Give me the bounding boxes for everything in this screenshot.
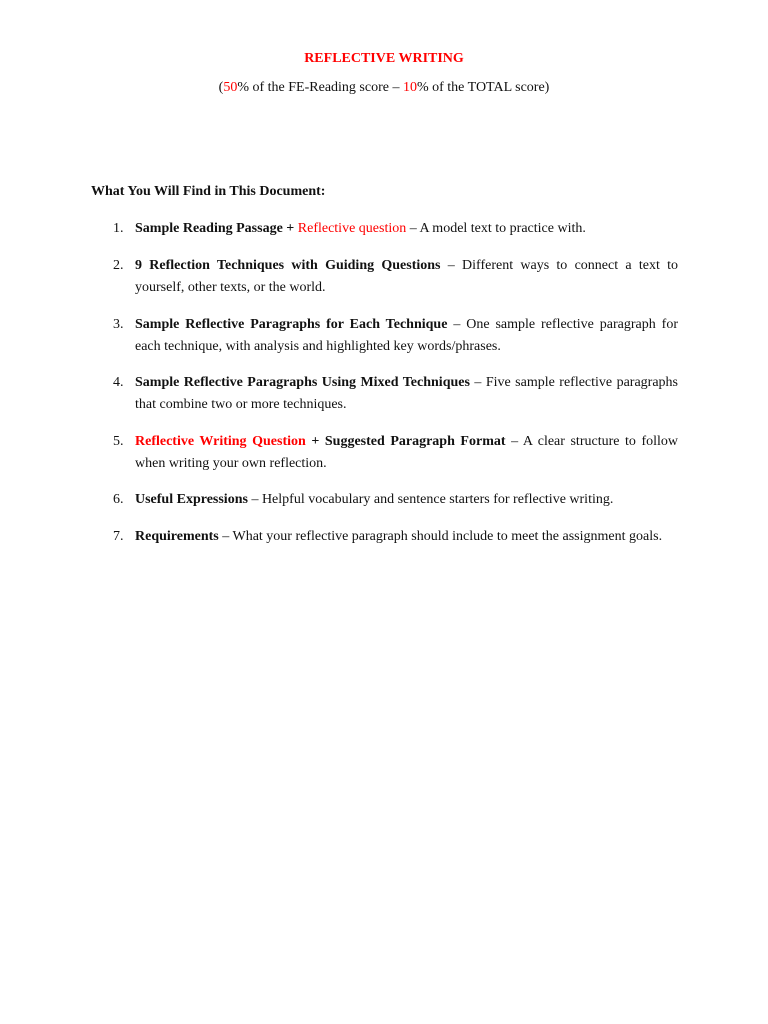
- subtitle-percent-total: 10: [402, 80, 417, 95]
- list-number: 6.: [113, 492, 124, 507]
- item-description: – A clear structure to follow when writing your own reflection.: [135, 434, 678, 471]
- list-number: 2.: [113, 258, 124, 273]
- list-item-4: [113, 372, 678, 416]
- document-title: REFLECTIVE WRITING: [304, 51, 464, 66]
- list-number: 4.: [113, 375, 124, 390]
- item-description: – Five sample reflective paragraphs that combine two or more techniques.: [135, 375, 679, 412]
- item-bold-label: Sample Reflective Paragraphs for Each Technique: [135, 317, 448, 332]
- item-description: – A model text to practice with.: [406, 221, 586, 236]
- subtitle-open: (: [218, 80, 224, 95]
- item-description: – What your reflective paragraph should include to meet the assignment goals.: [218, 529, 663, 544]
- item-red-label: Reflective question: [297, 221, 407, 236]
- list-item-1: [113, 218, 678, 240]
- contents-heading: What You Will Find in This Document:: [91, 184, 326, 199]
- item-red-label: Reflective Writing Question: [135, 434, 306, 449]
- list-number: 1.: [113, 221, 124, 236]
- item-description: – Different ways to connect a text to yourself, other texts, or the world.: [135, 258, 679, 295]
- item-bold-label: Requirements: [135, 529, 219, 544]
- subtitle-percent-fe: 50: [223, 80, 238, 95]
- list-item-7: [113, 526, 678, 548]
- list-number: 5.: [113, 434, 124, 449]
- list-item-3: [113, 314, 678, 358]
- document-subtitle: [0, 79, 768, 97]
- list-item-5: [113, 431, 678, 475]
- list-number: 3.: [113, 317, 124, 332]
- item-bold-label: 9 Reflection Techniques with Guiding Questions: [135, 258, 441, 273]
- list-item-2: [113, 255, 678, 299]
- subtitle-text-fe: % of the FE-Reading score –: [237, 80, 403, 95]
- item-description: – One sample reflective paragraph for each technique, with analysis and highlighted key words/phrases.: [135, 317, 678, 354]
- item-bold-label: Sample Reading Passage +: [135, 221, 298, 236]
- item-bold-label: Useful Expressions: [135, 492, 248, 507]
- subtitle-text-total: % of the TOTAL score): [416, 80, 550, 95]
- item-description: – Helpful vocabulary and sentence starters for reflective writing.: [247, 492, 614, 507]
- item-bold-label: + Suggested Paragraph Format: [305, 434, 506, 449]
- list-number: 7.: [113, 529, 124, 544]
- item-bold-label: Sample Reflective Paragraphs Using Mixed Techniques: [135, 375, 470, 390]
- list-item-6: [113, 489, 678, 511]
